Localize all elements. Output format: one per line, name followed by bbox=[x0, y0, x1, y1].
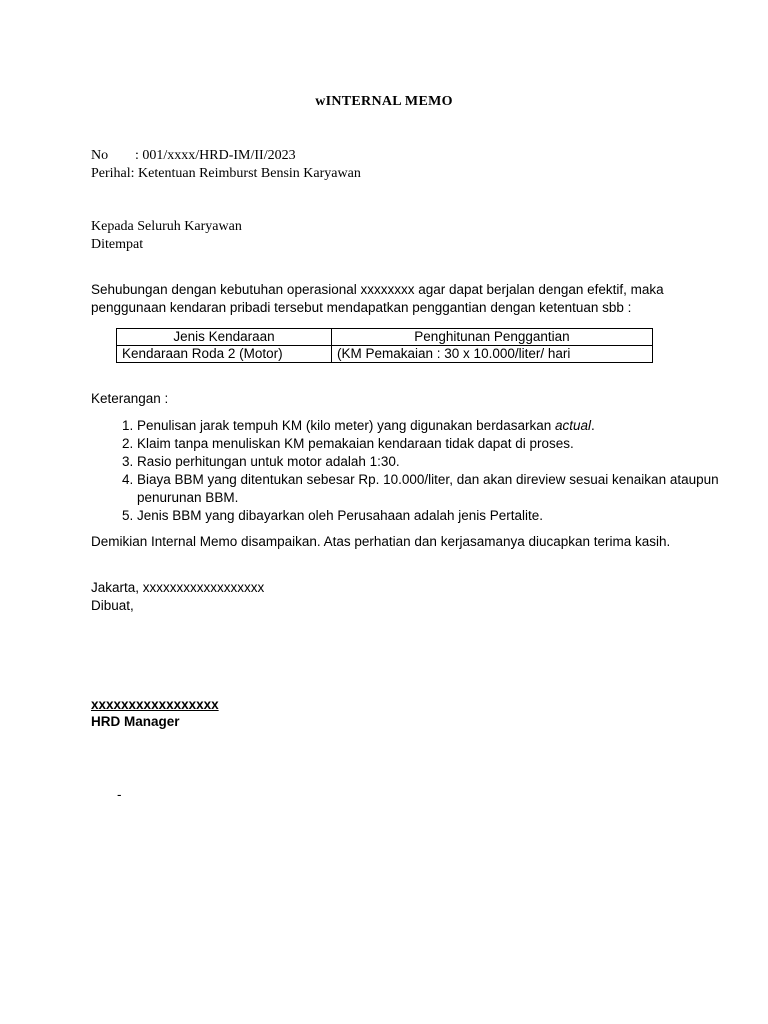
note-3-text: Rasio perhitungan untuk motor adalah 1:30. bbox=[137, 454, 400, 469]
table-row bbox=[117, 346, 653, 363]
memo-subject-value: : Ketentuan Reimburst Bensin Karyawan bbox=[130, 166, 361, 181]
place-date-block bbox=[91, 579, 264, 615]
signer-name: xxxxxxxxxxxxxxxxx bbox=[91, 697, 219, 712]
list-item bbox=[137, 435, 737, 453]
table-cell-calculation: (KM Pemakaian : 30 x 10.000/liter/ hari bbox=[332, 346, 653, 363]
table-header-calculation: Penghitunan Penggantian bbox=[332, 329, 653, 346]
list-item bbox=[137, 507, 737, 525]
memo-meta bbox=[91, 147, 361, 183]
list-item bbox=[137, 453, 737, 471]
note-1-end: . bbox=[591, 418, 595, 433]
memo-number-label: No bbox=[91, 148, 109, 163]
memo-title: wINTERNAL MEMO bbox=[315, 94, 453, 109]
memo-intro: Sehubungan dengan kebutuhan operasional xxxxxxxx agar dapat berjalan dengan efektif, maka penggunaan kendaran pribadi tersebut mendapatkan penggantian dengan ketentuan sbb : bbox=[91, 282, 664, 315]
table-header-row bbox=[117, 329, 653, 346]
memo-number-row bbox=[91, 147, 361, 165]
note-5-text: Jenis BBM yang dibayarkan oleh Perusahaan adalah jenis Pertalite. bbox=[137, 508, 544, 523]
note-4-text: Biaya BBM yang ditentukan sebesar Rp. 10.000/liter, dan akan direview sesuai kenaikan ataupun penurunan BBM. bbox=[137, 472, 719, 505]
memo-subject-row bbox=[91, 165, 361, 183]
addressee-line-2: Ditempat bbox=[91, 237, 144, 252]
list-item bbox=[137, 471, 737, 507]
list-item bbox=[137, 417, 737, 435]
closing-statement: Demikian Internal Memo disampaikan. Atas perhatian dan kerjasamanya diucapkan terima kasih. bbox=[91, 534, 671, 549]
signer-title: HRD Manager bbox=[91, 714, 180, 729]
memo-addressee bbox=[91, 218, 242, 254]
notes-list bbox=[91, 417, 737, 525]
place-date: Jakarta, xxxxxxxxxxxxxxxxxx bbox=[91, 580, 265, 595]
table-cell-vehicle: Kendaraan Roda 2 (Motor) bbox=[117, 346, 332, 363]
reimbursement-table bbox=[116, 328, 653, 363]
note-2-text: Klaim tanpa menuliskan KM pemakaian kendaraan tidak dapat di proses. bbox=[137, 436, 574, 451]
notes-heading: Keterangan : bbox=[91, 391, 169, 406]
memo-subject-label: Perihal bbox=[91, 166, 131, 181]
note-1-text: Penulisan jarak tempuh KM (kilo meter) yang digunakan berdasarkan bbox=[137, 418, 555, 433]
addressee-line-1: Kepada Seluruh Karyawan bbox=[91, 219, 242, 234]
note-1-italic: actual bbox=[554, 418, 592, 433]
memo-number-value: : 001/xxxx/HRD-IM/II/2023 bbox=[135, 148, 296, 163]
made-by-label: Dibuat, bbox=[91, 598, 134, 613]
table-header-vehicle: Jenis Kendaraan bbox=[117, 329, 332, 346]
trailing-dash: - bbox=[117, 787, 122, 802]
